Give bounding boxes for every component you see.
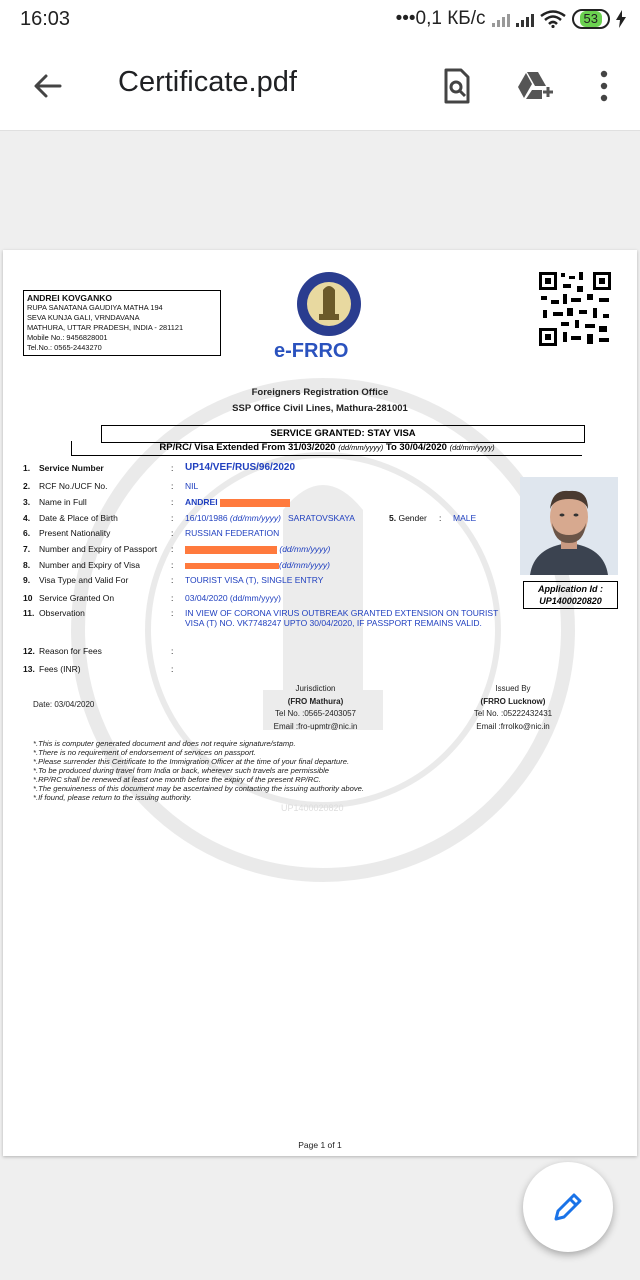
dob-value — [185, 513, 355, 523]
visa-value — [185, 560, 330, 570]
tel-number: Tel.No.: 0565-2443270 — [27, 343, 102, 352]
find-in-page-icon[interactable] — [436, 66, 476, 106]
field-label: Date & Place of Birth — [39, 513, 118, 523]
address-line-3: MATHURA, UTTAR PRADESH, INDIA - 281121 — [27, 323, 184, 332]
field-row — [23, 528, 174, 538]
address-block — [23, 290, 221, 356]
field-number: 11. — [23, 608, 35, 618]
date-format-hint: (dd/mm/yyyy) — [449, 443, 495, 452]
field-row — [23, 646, 174, 656]
battery-level: 53 — [580, 11, 602, 27]
network-speed: •••0,1 КБ/с — [395, 8, 486, 29]
charging-icon — [616, 10, 626, 28]
battery-icon — [572, 9, 610, 29]
dob-date: 16/10/1986 — [185, 513, 228, 523]
service-granted-box: SERVICE GRANTED: STAY VISA — [101, 425, 585, 443]
field-number: 3. — [23, 497, 31, 507]
name-text: ANDREI — [185, 497, 218, 507]
field-label: Fees (INR) — [39, 664, 81, 674]
granted-on-value: 03/04/2020 (dd/mm/yyyy) — [185, 593, 281, 603]
issue-date: Date: 03/04/2020 — [33, 700, 95, 709]
note-item: *.If found, please return to the issuing authority. — [33, 793, 192, 802]
passport-value — [185, 544, 330, 554]
document-title: Certificate.pdf — [118, 66, 297, 98]
date-format-hint: (dd/mm/yyyy) — [229, 513, 281, 523]
issued-by-heading: Issued By — [495, 684, 531, 693]
redaction-bar — [185, 563, 279, 569]
visa-type-value: TOURIST VISA (T), SINGLE ENTRY — [185, 575, 324, 585]
wifi-icon — [540, 10, 566, 28]
field-number: 10 — [23, 593, 33, 603]
edit-button[interactable] — [523, 1162, 613, 1252]
nationality-value: RUSSIAN FEDERATION — [185, 528, 280, 538]
extension-from: RP/RC/ Visa Extended From 31/03/2020 — [159, 442, 336, 453]
back-arrow-icon[interactable] — [28, 66, 68, 106]
note-item: *.RP/RC shall be renewed at least one month before the expiry of the present RP/RC. — [33, 775, 321, 784]
office-address: SSP Office Civil Lines, Mathura-281001 — [232, 403, 408, 414]
gender-label — [389, 513, 427, 523]
field-row — [23, 481, 174, 491]
efrro-brand: e-FRRO — [274, 340, 349, 362]
status-time: 16:03 — [20, 8, 71, 30]
field-row — [23, 513, 174, 523]
qr-code-icon — [537, 270, 613, 348]
field-number: 9. — [23, 575, 31, 585]
field-number: 1. — [23, 463, 31, 473]
date-format-hint: (dd/mm/yyyy) — [279, 560, 330, 570]
holder-name: ANDREI KOVGANKO — [27, 293, 113, 303]
field-label: Visa Type and Valid For — [39, 575, 129, 585]
watermark-id: UP1400020820 — [281, 803, 344, 813]
signal-1-icon — [492, 11, 510, 27]
observation-value: IN VIEW OF CORONA VIRUS OUTBREAK GRANTED EXTENSION ON TOURIST VISA (T) NO. VK7748247 UPTO 30/04/2020, IF PASSPORT REMAINS VALID. — [185, 608, 499, 628]
note-item: *.Please surrender this Certificate to the Immigration Officer at the time of your final departure. — [33, 757, 350, 766]
field-row — [23, 560, 174, 570]
field-label: Number and Expiry of Passport — [39, 544, 158, 554]
application-id-label: Application Id : — [538, 584, 603, 594]
field-number: 5. — [389, 513, 397, 523]
gender-value: MALE — [453, 513, 477, 523]
field-row — [23, 575, 174, 585]
field-label: Observation — [39, 608, 85, 618]
field-number: 6. — [23, 528, 31, 538]
extension-to: To 30/04/2020 — [385, 442, 447, 453]
field-label: Gender — [398, 513, 427, 523]
name-value — [185, 497, 290, 507]
birth-place: SARATOVSKAYA — [288, 513, 355, 523]
jurisdiction-heading: Jurisdiction — [295, 684, 336, 693]
more-vert-icon[interactable] — [584, 66, 624, 106]
field-label: Reason for Fees — [39, 646, 102, 656]
extension-line — [71, 441, 582, 456]
note-item: *.To be produced during travel from India or back, wherever such travels are permissible — [33, 766, 330, 775]
date-format-hint: (dd/mm/yyyy) — [279, 544, 331, 554]
field-label: Present Nationality — [39, 528, 111, 538]
field-label: Service Granted On — [39, 593, 115, 603]
issued-by-block — [463, 683, 563, 733]
signal-2-icon — [516, 11, 534, 27]
jurisdiction-tel: Tel No. :0565-2403057 — [275, 709, 356, 718]
immigration-emblem-icon — [295, 270, 363, 340]
note-item: *.The genuineness of this document may be ascertained by contacting the issuing authority above. — [33, 784, 364, 793]
jurisdiction-block — [243, 683, 388, 733]
address-line-1: RUPA SANATANA GAUDIYA MATHA 194 — [27, 303, 163, 312]
service-number-value: UP14/VEF/RUS/96/2020 — [185, 462, 296, 473]
field-number: 12. — [23, 646, 35, 656]
address-line-2: SEVA KUNJA GALI, VRNDAVANA — [27, 313, 140, 322]
field-number: 4. — [23, 513, 31, 523]
field-number: 8. — [23, 560, 31, 570]
field-row — [23, 544, 174, 554]
field-row — [23, 664, 174, 674]
pdf-page: ANDREI KOVGANKO RUPA SANATANA GAUDIYA MATHA 194 SEVA KUNJA GALI, VRNDAVANA MATHURA, UTTAR PRADESH, INDIA - 281121 Mobile No.: 9456828001 Tel.No.: 0565-2443270 e-FRRO Foreigners Registration Office SSP Office Civil Lines, Mathura-281001 SERVICE GRANTED: STAY VISA RP/RC/ Visa Extended From 31/03/2020 (dd/mm/yyyy) To 30/04/2020 (dd/mm/yyyy) 1. Service Number : UP14/VEF/RUS/96/2020 2. RCF No./UCF No. : NIL 3. Name in Full : ANDREI 4. Date & Place of Birth : 16/10/1986 (dd/mm/yyyy) SARATOVSKAYA 5. Gender : MALE 6. Present Nationality : RUSSIAN FEDERATION 7. Number and Expiry of Passport : (dd/mm/yyyy) 8. Number and Expiry of Visa : (dd/mm/yyyy) 9. Visa Type and Valid For : TOURIST VISA (T), SINGLE ENTRY 10 Service Granted On : 03/04/2020 (dd/mm/yyyy) 11. Observation : IN VIEW OF CORONA VIRUS OUTBREAK GRANTED EXTENSION ON TOURIST VISA (T) NO. VK7748247 UPTO 30/04/2020, IF PASSPORT REMAINS VALID. 12. Reason for Fees : 13. Fees (INR) : Application Id : UP1400020820 Date: 03/04/2020 Jurisdiction (FRO Mathura) Tel No. :0565-2403057 Email :fro-upmtr@nic.in Issued By (FRRO Lucknow) Tel No. :05222432431 Email :frrolko@nic.in *.This is computer generated document and does not require signature/stamp. *.There is no requirement of endorsement of services on passport. *.Please surrender this Certificate to the Immigration Officer at the time of your final departure. *.To be produced during travel from India or back, wherever such travels are permissible *.RP/RC shall be renewed at least one month before the expiry of the present RP/RC. *.The genuineness of this document may be ascertained by contacting the issuing authority above. *.If found, please return to the issuing authority. UP1400020820 Page 1 of 1 — [3, 250, 637, 1156]
issued-by-email: Email :frrolko@nic.in — [476, 721, 550, 731]
field-row — [23, 608, 174, 618]
issued-by-tel: Tel No. :05222432431 — [473, 709, 553, 718]
jurisdiction-office: (FRO Mathura) — [287, 696, 344, 706]
field-label: Number and Expiry of Visa — [39, 560, 140, 570]
field-number: 13. — [23, 664, 35, 674]
status-bar — [0, 0, 640, 40]
note-item: *.This is computer generated document and does not require signature/stamp. — [33, 739, 296, 748]
notes-list — [33, 739, 364, 802]
page-number: Page 1 of 1 — [298, 1140, 342, 1150]
redaction-bar — [185, 546, 277, 554]
edit-pencil-icon — [551, 1190, 585, 1224]
date-format-hint: (dd/mm/yyyy) — [338, 443, 384, 452]
jurisdiction-email: Email :fro-upmtr@nic.in — [273, 721, 358, 731]
issued-by-office: (FRRO Lucknow) — [480, 696, 546, 706]
field-row — [23, 593, 174, 603]
field-number: 7. — [23, 544, 31, 554]
note-item: *.There is no requirement of endorsement of services on passport. — [33, 748, 256, 757]
office-title: Foreigners Registration Office — [251, 387, 389, 398]
field-label: RCF No./UCF No. — [39, 481, 108, 491]
field-label: Name in Full — [39, 497, 87, 507]
redaction-bar — [220, 499, 290, 507]
applicant-photo — [520, 477, 618, 575]
mobile-number: Mobile No.: 9456828001 — [27, 333, 108, 342]
field-row — [23, 497, 174, 507]
rcf-value: NIL — [185, 481, 199, 491]
field-number: 2. — [23, 481, 31, 491]
add-to-drive-icon[interactable] — [514, 66, 554, 106]
application-id-box — [523, 581, 618, 609]
app-bar — [0, 40, 640, 131]
field-label: Service Number — [39, 463, 104, 473]
field-row — [23, 463, 174, 473]
status-icons — [396, 8, 626, 30]
application-id-value: UP1400020820 — [539, 596, 602, 606]
